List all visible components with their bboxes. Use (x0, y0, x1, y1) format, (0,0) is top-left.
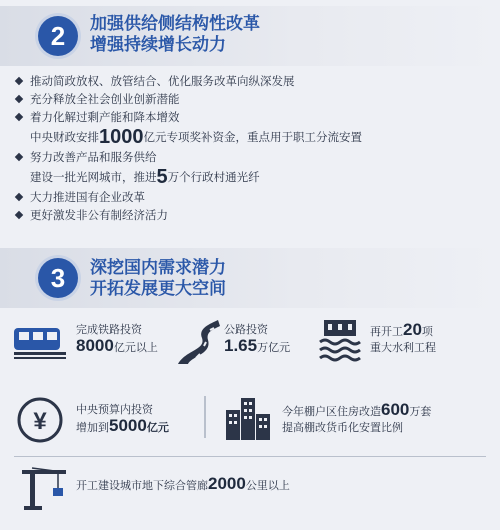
bullet-item: 大力推进国有企业改革 (14, 188, 484, 206)
water-stat (370, 322, 436, 356)
row-divider (14, 456, 486, 457)
pipe-number: 2000 (208, 474, 246, 493)
housing-line2: 提高棚改货币化安置比例 (282, 421, 403, 434)
rail-number: 8000 (76, 336, 114, 355)
housing-unit: 万套 (409, 405, 432, 418)
bullet-diamond-icon (15, 193, 23, 201)
housing-stat (282, 402, 431, 436)
road-number: 1.65 (224, 336, 258, 355)
water-pre: 再开工 (370, 325, 403, 338)
road-icon (176, 320, 220, 364)
road-stat (224, 322, 290, 356)
bullet-item: 更好激发非公有制经济活力 (14, 206, 484, 224)
rail-label: 完成铁路投资 (76, 323, 142, 336)
budget-stat (76, 402, 169, 436)
section2-bullet-list (14, 72, 484, 224)
yuan-icon (16, 396, 64, 444)
section3-title (90, 258, 226, 300)
housing-number: 600 (381, 400, 410, 419)
section2-title-line1: 加强供给侧结构性改革 (90, 14, 260, 34)
water-unit: 项 (421, 325, 433, 338)
rail-stat (76, 322, 158, 356)
budget-unit: 亿元 (146, 422, 169, 434)
rail-unit: 亿元以上 (113, 341, 158, 354)
budget-pre: 增加到 (76, 421, 109, 434)
section2-title (90, 14, 260, 56)
bullet-subline: 建设一批光网城市，推进5万个行政村通光纤 (30, 166, 260, 188)
water-line2: 重大水利工程 (370, 341, 436, 354)
section2-title-line2: 增强持续增长动力 (90, 35, 226, 55)
crane-icon (22, 466, 66, 510)
bullet-diamond-icon (15, 95, 23, 103)
section3-title-line1: 深挖国内需求潜力 (90, 258, 226, 278)
section3-title-line2: 开拓发展更大空间 (90, 279, 226, 299)
pipe-pre: 开工建设城市地下综合管廊 (76, 479, 208, 492)
road-unit: 万亿元 (257, 341, 291, 354)
bullet-item: 努力改善产品和服务供给 (14, 148, 484, 166)
bullet-diamond-icon (15, 211, 23, 219)
bullet-item: 推动简政放权、放管结合、优化服务改革向纵深发展 (14, 72, 484, 90)
train-icon (14, 322, 66, 362)
svg-text:¥: ¥ (33, 408, 47, 435)
buildings-icon (226, 396, 270, 440)
water-icon (318, 318, 362, 364)
budget-number: 5000 (109, 416, 147, 435)
stat-divider (204, 396, 206, 438)
bullet-item: 充分释放全社会创业创新潜能 (14, 90, 484, 108)
pipe-unit: 公里以上 (245, 479, 290, 492)
budget-label: 中央预算内投资 (76, 403, 153, 416)
water-number: 20 (403, 320, 422, 339)
section3-number: 3 (38, 258, 78, 298)
bullet-diamond-icon (15, 77, 23, 85)
housing-pre: 今年棚户区住房改造 (282, 405, 381, 418)
bullet-diamond-icon (15, 153, 23, 161)
section2-number: 2 (38, 16, 78, 56)
road-label: 公路投资 (224, 323, 268, 336)
bullet-item: 着力化解过剩产能和降本增效 (14, 108, 484, 126)
bullet-diamond-icon (15, 113, 23, 121)
pipe-stat (76, 476, 290, 494)
bullet-subline: 中央财政安排1000亿元专项奖补资金，重点用于职工分流安置 (30, 126, 362, 148)
